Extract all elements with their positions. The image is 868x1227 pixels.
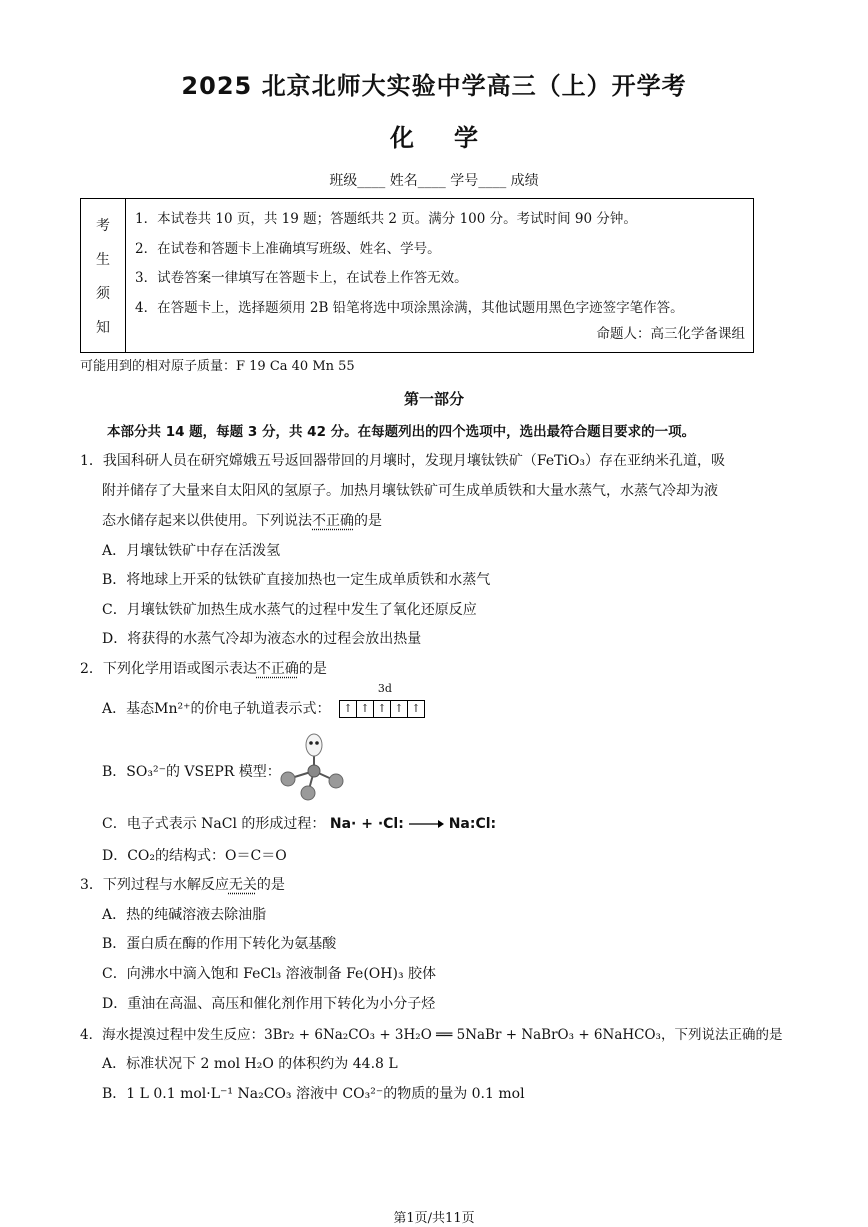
q2-stem bbox=[80, 658, 327, 678]
q4-option-a: A．标准状况下 2 mol H₂O 的体积约为 44.8 L bbox=[102, 1056, 398, 1072]
student-info-line: 班级____ 姓名____ 学号____ 成绩 bbox=[329, 173, 539, 189]
q2-option-d: D．CO₂的结构式：O＝C＝O bbox=[102, 848, 287, 864]
q3-option-b: B．蛋白质在酶的作用下转化为氨基酸 bbox=[102, 936, 337, 952]
q4-stem: 4．海水提溴过程中发生反应：3Br₂ + 6Na₂CO₃ + 3H₂O ══ 5NaBr + NaBrO₃ + 6NaHCO₃，下列说法正确的是 bbox=[80, 1027, 783, 1043]
q2-option-c bbox=[102, 813, 496, 833]
q1-option-d: D．将获得的水蒸气冷却为液态水的过程会放出热量 bbox=[102, 631, 422, 647]
q2-option-c-text: C．电子式表示 NaCl 的形成过程： bbox=[102, 816, 326, 832]
notice-item: 2．在试卷和答题卡上准确填写班级、姓名、学号。 bbox=[135, 240, 441, 257]
orbital-box: ↑ bbox=[374, 701, 391, 717]
q2-option-b bbox=[102, 761, 281, 781]
q1-line1: 1．我国科研人员在研究嫦娥五号返回器带回的月壤时，发现月壤钛铁矿（FeTiO₃）存在亚纳米孔道，吸 bbox=[80, 453, 726, 469]
q2-emphasis: 不正确 bbox=[256, 661, 299, 677]
q3-option-c: C．向沸水中滴入饱和 FeCl₃ 溶液制备 Fe(OH)₃ 胶体 bbox=[102, 966, 437, 982]
q1-option-c: C．月壤钛铁矿加热生成水蒸气的过程中发生了氧化还原反应 bbox=[102, 602, 477, 618]
notice-label-char: 须 bbox=[96, 285, 110, 302]
q1-line3-pre: 态水储存起来以供使用。下列说法 bbox=[102, 513, 312, 529]
notice-item: 3．试卷答案一律填写在答题卡上，在试卷上作答无效。 bbox=[135, 270, 468, 286]
notice-label bbox=[81, 199, 126, 352]
notice-label-char: 知 bbox=[96, 319, 110, 336]
q4-option-b: B．1 L 0.1 mol·L⁻¹ Na₂CO₃ 溶液中 CO₃²⁻的物质的量为 0.1 mol bbox=[102, 1086, 525, 1102]
q1-option-a: A．月壤钛铁矿中存在活泼氢 bbox=[102, 543, 281, 559]
notice-label-char: 考 bbox=[96, 217, 110, 234]
q1-emphasis: 不正确 bbox=[312, 513, 354, 529]
orbital-box: ↑ bbox=[411, 702, 421, 715]
q1-line3 bbox=[102, 510, 382, 530]
q1-line2: 附并储存了大量来自太阳风的氢原子。加热月壤钛铁矿可生成单质铁和大量水蒸气，水蒸气冷却为液 bbox=[102, 483, 718, 499]
orbital-label: 3d bbox=[377, 682, 392, 695]
q3-stem bbox=[80, 874, 285, 894]
q2-option-a-text: A．基态Mn²⁺的价电子轨道表示式： bbox=[102, 701, 331, 717]
lewis-left: Na· + ·Cl: bbox=[329, 816, 404, 832]
notice-label-char: 生 bbox=[96, 251, 110, 268]
q1-line3-post: 的是 bbox=[354, 513, 382, 529]
part-title: 第一部分 bbox=[403, 390, 464, 408]
orbital-box: ↑ bbox=[340, 701, 357, 717]
q2-option-a bbox=[102, 682, 425, 718]
q3-option-d: D．重油在高温、高压和催化剂作用下转化为小分子烃 bbox=[102, 996, 436, 1012]
q2-stem-pre: 2．下列化学用语或图示表达 bbox=[80, 661, 257, 677]
q2-stem-post: 的是 bbox=[298, 661, 327, 677]
page-footer: 第1页/共11页 bbox=[393, 1211, 475, 1226]
orbital-diagram bbox=[339, 682, 425, 718]
notice-box bbox=[80, 198, 754, 353]
q3-option-a: A．热的纯碱溶液去除油脂 bbox=[102, 907, 267, 923]
notice-items bbox=[135, 205, 745, 323]
notice-item: 4．在答题卡上，选择题须用 2B 铅笔将选中项涂黑涂满，其他试题用黑色字迹签字笔作答。 bbox=[135, 299, 684, 316]
atomic-masses: 可能用到的相对原子质量：F 19 Ca 40 Mn 55 bbox=[80, 359, 355, 374]
q3-stem-pre: 3．下列过程与水解反应 bbox=[80, 877, 229, 893]
q1-option-b: B．将地球上开采的钛铁矿直接加热也一定生成单质铁和水蒸气 bbox=[102, 572, 491, 588]
notice-author: 命题人：高三化学备课组 bbox=[596, 326, 745, 342]
vsepr-model-image bbox=[272, 733, 350, 805]
subject-title: 化学 bbox=[390, 124, 518, 152]
part-instruction: 本部分共 14 题，每题 3 分，共 42 分。在每题列出的四个选项中，选出最符合题目要求的一项。 bbox=[107, 424, 696, 440]
notice-item: 1．本试卷共 10 页，共 19 题；答题纸共 2 页。满分 100 分。考试时间 90 分钟。 bbox=[135, 211, 637, 227]
page-title: 2025 北京北师大实验中学高三（上）开学考 bbox=[181, 72, 687, 100]
q3-emphasis: 无关 bbox=[228, 877, 257, 893]
q3-stem-post: 的是 bbox=[256, 877, 285, 893]
q2-option-b-text: B．SO₃²⁻的 VSEPR 模型： bbox=[102, 764, 281, 780]
arrow-right-icon bbox=[408, 819, 444, 829]
orbital-box: ↑ bbox=[357, 701, 374, 717]
orbital-box: ↑ bbox=[391, 701, 408, 717]
lewis-right: Na:Cl: bbox=[448, 816, 497, 832]
